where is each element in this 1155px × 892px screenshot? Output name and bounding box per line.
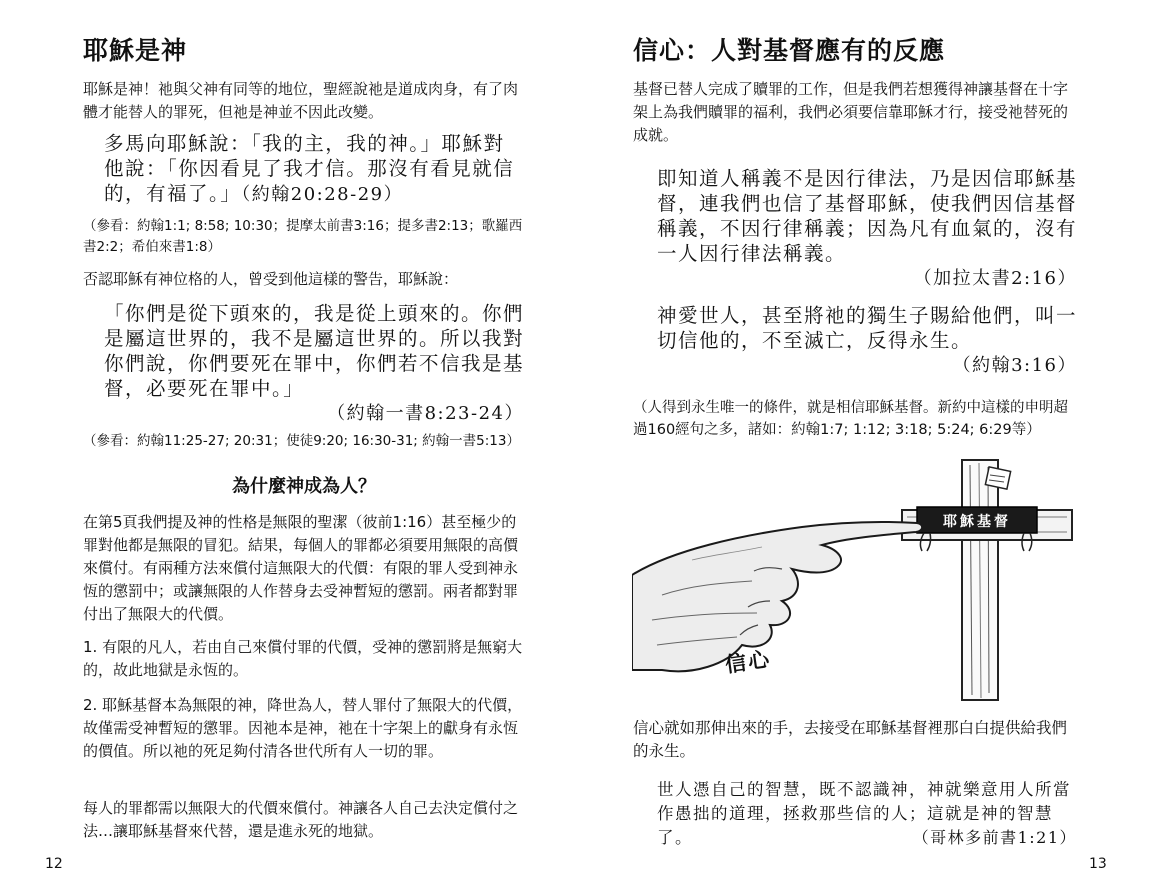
page-title-faith: 信心：人對基督應有的反應: [633, 36, 946, 65]
section-subheading: 為什麼神成為人？: [232, 476, 376, 497]
page-number-right: 13: [1089, 856, 1107, 872]
quote-reference: （約翰一書8:23-24）: [327, 403, 524, 424]
closing-paragraph: 每人的罪都需以無限大的代價來償付。神讓各人自己去決定償付之法…讓耶穌基督來代替，還是進永死的地獄。: [83, 799, 519, 840]
intro-paragraph: 耶穌是神！祂與父神有同等的地位，聖經說祂是道成肉身，有了肉體才能替人的罪死，但祂是神並不因此改變。: [83, 80, 519, 121]
quote-text: 「你們是從下頭來的，我是從上頭來的。你們是屬這世界的，我不是屬這世界的。所以我對你們說，你們要死在罪中，你們若不信我是基督，必要死在罪中。」: [104, 302, 525, 400]
scripture-quote-john-8: [104, 301, 524, 426]
cross-references-1: （參看：約翰1:1; 8:58; 10:30；提摩太前書3:16；提多書2:13；歌羅西書2:2；希伯來書1:8）: [83, 218, 523, 255]
left-page: [0, 0, 577, 892]
scripture-quote-corinthians: [657, 778, 1077, 850]
faith-illustration: [632, 455, 1082, 705]
pointing-hand-icon: [632, 522, 922, 671]
cross-references-2: （參看：約翰11:25-27; 20:31；使徒9:20; 16:30-31; 約翰一書5:13）: [83, 433, 520, 449]
wooden-cross-icon: [902, 460, 1072, 700]
quote-reference: （約翰20:28-29）: [241, 184, 404, 205]
faith-paragraph: 信心就如那伸出來的手，去接受在耶穌基督裡那白白提供給我們的永生。: [633, 719, 1068, 760]
faith-hand-label: 信心: [723, 646, 773, 678]
page-title-jesus-is-god: 耶穌是神: [83, 36, 188, 65]
page-number-left: 12: [45, 856, 63, 872]
point-two: 2. 耶穌基督本為無限的神，降世為人，替人罪付了無限大的代價，故僅需受神暫短的懲罪。因祂本是神，祂在十字架上的獻身有永恆的價值。所以祂的死足夠付清各世代所有人一切的罪。: [83, 696, 523, 760]
quote-reference: （哥林多前書1:21）: [912, 828, 1077, 847]
point-one: 1. 有限的凡人，若由自己來償付罪的代價，受神的懲罰將是無窮大的，故此地獄是永恆的。: [83, 638, 523, 679]
quote-text: 多馬向耶穌說：「我的主，我的神。」耶穌對他說：「你因看見了我才信。那沒有看見就信的，有福了。」: [104, 132, 515, 205]
quote-text: 世人憑自己的智慧，既不認識神，神就樂意用人所當作愚拙的道理，拯救那些信的人；這就是神的智慧了。: [657, 780, 1071, 847]
quote-reference: （加拉太書2:16）: [913, 268, 1077, 289]
quote-text: 即知道人稱義不是因行律法，乃是因信耶穌基督，連我們也信了基督耶穌，使我們因信基督稱義，不因行律稱義；因為凡有血氣的，沒有一人因行律法稱義。: [657, 167, 1078, 265]
warning-intro: 否認耶穌有神位格的人，曾受到他這樣的警告，耶穌說：: [83, 270, 459, 288]
scripture-quote-john-20: [104, 131, 524, 207]
right-page: [577, 0, 1155, 892]
scripture-quote-john-3-16: [657, 303, 1077, 378]
intro-paragraph: 基督已替人完成了贖罪的工作，但是我們若想獲得神讓基督在十字架上為我們贖罪的福利，我們必須要信靠耶穌才行，接受祂替死的成就。: [633, 80, 1069, 144]
scripture-quote-galatians: [657, 166, 1077, 291]
cross-sign-text: 耶穌基督: [943, 514, 1011, 530]
quote-text: 神愛世人，甚至將祂的獨生子賜給他們，叫一切信他的，不至滅亡，反得永生。: [657, 304, 1078, 352]
quote-reference: （約翰3:16）: [952, 355, 1077, 376]
cross-references: （人得到永生唯一的條件，就是相信耶穌基督。新約中這樣的申明超過160經句之多，諸如：約翰1:7; 1:12; 3:18; 5:24; 6:29等）: [633, 400, 1068, 438]
paragraph-infinite-holiness: 在第5頁我們提及神的性格是無限的聖潔（彼前1:16）甚至極少的罪對他都是無限的冒犯。結果，每個人的罪都必須要用無限的高價來償付。有兩種方法來償付這無限大的代價：有限的罪人受到神永恆的懲罰中；或讓無限的人作替身去受神暫短的懲罰。兩者都對罪付出了無限大的代價。: [83, 513, 519, 623]
